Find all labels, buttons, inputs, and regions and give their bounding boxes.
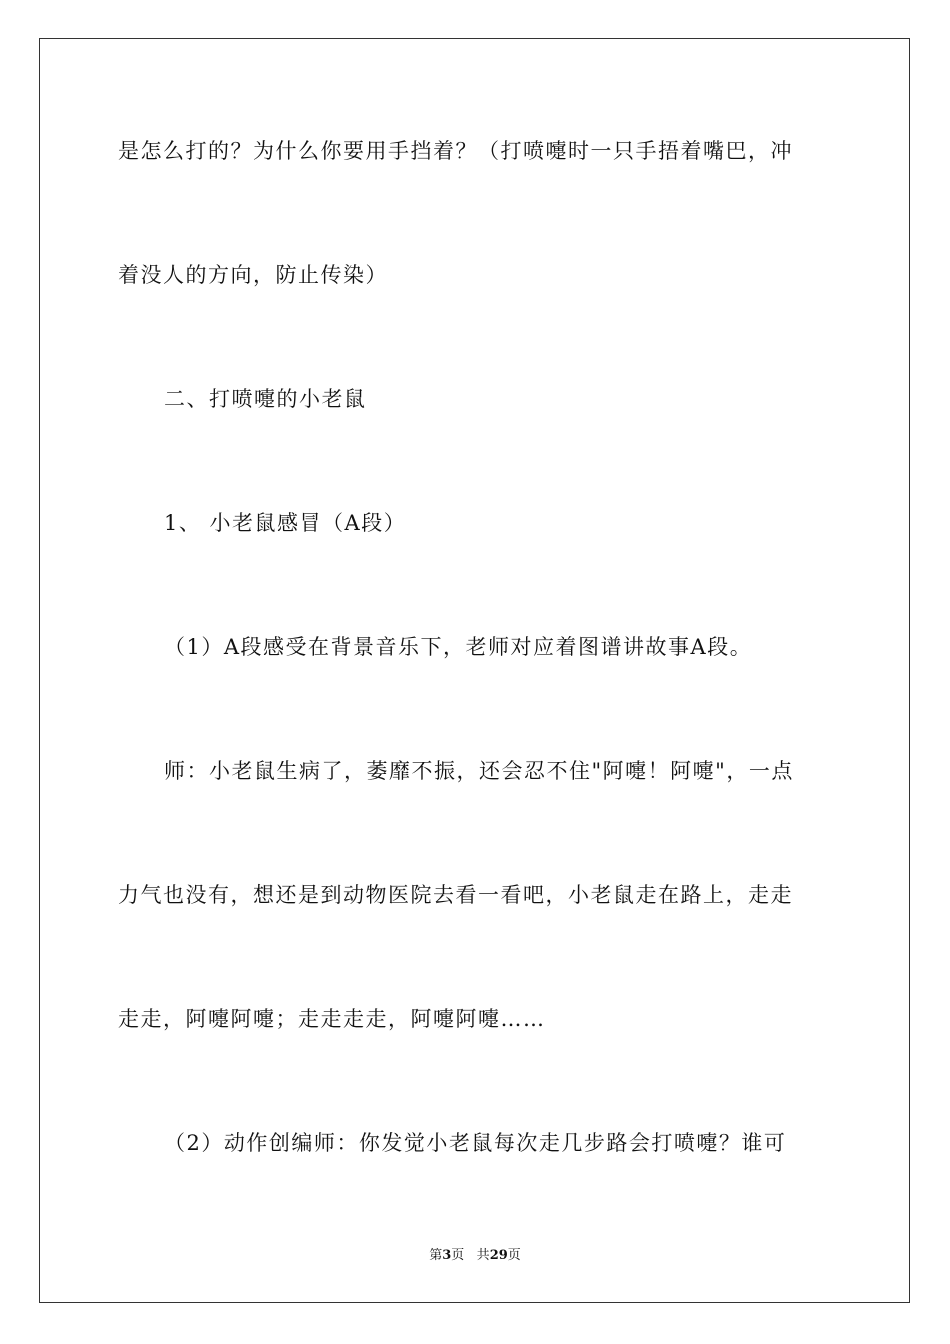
body-line-teacher-1: 师：小老鼠生病了，萎靡不振，还会忍不住"阿嚏！阿嚏"，一点 — [164, 759, 794, 783]
body-line-teacher-2: 力气也没有，想还是到动物医院去看一看吧，小老鼠走在路上，走走 — [118, 883, 793, 907]
body-line-step-2: （2）动作创编师：你发觉小老鼠每次走几步路会打喷嚏？谁可 — [164, 1131, 787, 1155]
body-line-1: 是怎么打的？为什么你要用手挡着？（打喷嚏时一只手捂着嘴巴，冲 — [118, 139, 793, 163]
total-suffix: 页 — [507, 1248, 521, 1263]
body-line-teacher-3: 走走，阿嚏阿嚏；走走走走，阿嚏阿嚏…… — [118, 1007, 546, 1031]
body-line-step-1: （1）A段感受在背景音乐下，老师对应着图谱讲故事A段。 — [164, 635, 753, 659]
page-footer — [0, 1247, 950, 1265]
page-border — [39, 38, 910, 1303]
subsection-heading: 1、 小老鼠感冒（A段） — [164, 511, 407, 535]
section-heading: 二、打喷嚏的小老鼠 — [164, 387, 367, 411]
page-suffix: 页 — [451, 1248, 465, 1263]
page-prefix: 第 — [429, 1248, 443, 1263]
total-pages: 29 — [489, 1248, 508, 1263]
total-prefix: 共 — [476, 1248, 490, 1263]
page-number: 3 — [442, 1248, 452, 1263]
body-line-2: 着没人的方向，防止传染） — [118, 263, 388, 287]
